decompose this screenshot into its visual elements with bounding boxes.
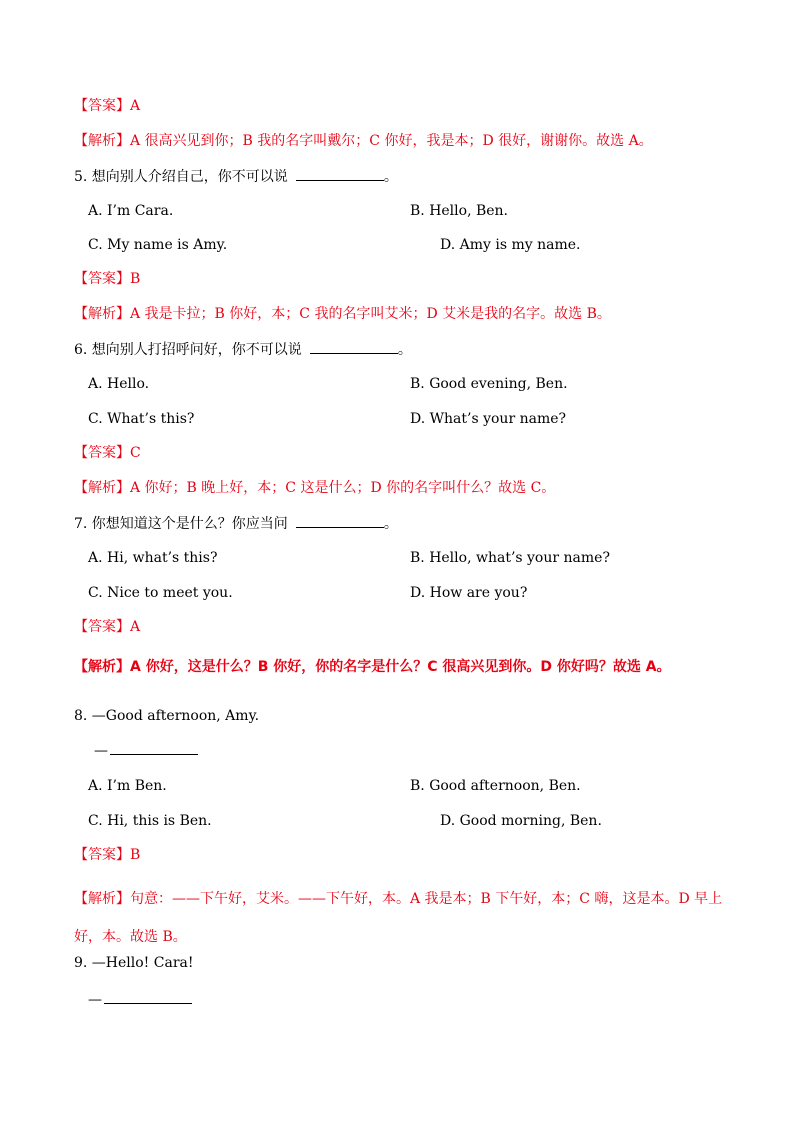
reply-line-9: [88, 990, 192, 1009]
option-8b: B. Good afternoon, Ben.: [410, 778, 581, 794]
reply-line-8: [94, 741, 198, 760]
answer-8: 【答案】B: [74, 847, 141, 863]
option-6c: C. What’s this?: [88, 411, 195, 427]
answer-blank-5: [296, 167, 384, 181]
option-8c: C. Hi, this is Ben.: [88, 813, 212, 829]
question-6: [74, 340, 412, 359]
question-9: 9. —Hello! Cara!: [74, 955, 194, 971]
explanation-8: 【解析】句意：——下午好，艾米。——下午好，本。A 我是本；B 下午好，本；C 嗨，这是本。D 早上好，本。故选 B。: [74, 891, 723, 945]
question-5-tail: 。: [383, 169, 398, 185]
option-6a: A. Hello.: [88, 376, 150, 392]
question-5-text: 5. 想向别人介绍自己，你不可以说: [74, 169, 288, 185]
option-8a: A. I’m Ben.: [88, 778, 167, 794]
answer-blank-8: [110, 741, 198, 755]
answer-blank-9: [104, 990, 192, 1004]
question-6-tail: 。: [397, 342, 412, 358]
answer-blank-7: [296, 514, 384, 528]
option-7b: B. Hello, what’s your name?: [410, 550, 610, 566]
question-7-tail: 。: [383, 516, 398, 532]
reply-dash-9: —: [88, 992, 102, 1008]
explanation-6: 【解析】A 你好；B 晚上好，本；C 这是什么；D 你的名字叫什么？故选 C。: [74, 480, 556, 496]
option-7a: A. Hi, what’s this?: [88, 550, 218, 566]
question-7-text: 7. 你想知道这个是什么？你应当问: [74, 516, 288, 532]
option-5d: D. Amy is my name.: [440, 237, 581, 253]
option-5a: A. I’m Cara.: [88, 203, 174, 219]
option-7c: C. Nice to meet you.: [88, 585, 233, 601]
option-6b: B. Good evening, Ben.: [410, 376, 568, 392]
explanation-4: 【解析】A 很高兴见到你；B 我的名字叫戴尔；C 你好，我是本；D 很好，谢谢你。故选 A。: [74, 133, 653, 149]
option-7d: D. How are you?: [410, 585, 528, 601]
answer-blank-6: [310, 340, 398, 354]
answer-7: 【答案】A: [74, 619, 141, 635]
option-5b: B. Hello, Ben.: [410, 203, 509, 219]
option-6d: D. What’s your name?: [410, 411, 567, 427]
question-5: [74, 167, 398, 186]
option-8d: D. Good morning, Ben.: [440, 813, 602, 829]
answer-4: 【答案】A: [74, 98, 141, 114]
question-8: 8. —Good afternoon, Amy.: [74, 708, 260, 724]
reply-dash-8: —: [94, 743, 108, 759]
answer-5: 【答案】B: [74, 271, 141, 287]
option-5c: C. My name is Amy.: [88, 237, 228, 253]
explanation-5: 【解析】A 我是卡拉；B 你好，本；C 我的名字叫艾米；D 艾米是我的名字。故选 B。: [74, 306, 611, 322]
answer-6: 【答案】C: [74, 445, 141, 461]
explanation-7: 【解析】A 你好，这是什么？B 你好，你的名字是什么？C 很高兴见到你。D 你好吗？故选 A。: [74, 659, 671, 675]
question-6-text: 6. 想向别人打招呼问好，你不可以说: [74, 342, 302, 358]
question-7: [74, 514, 398, 533]
